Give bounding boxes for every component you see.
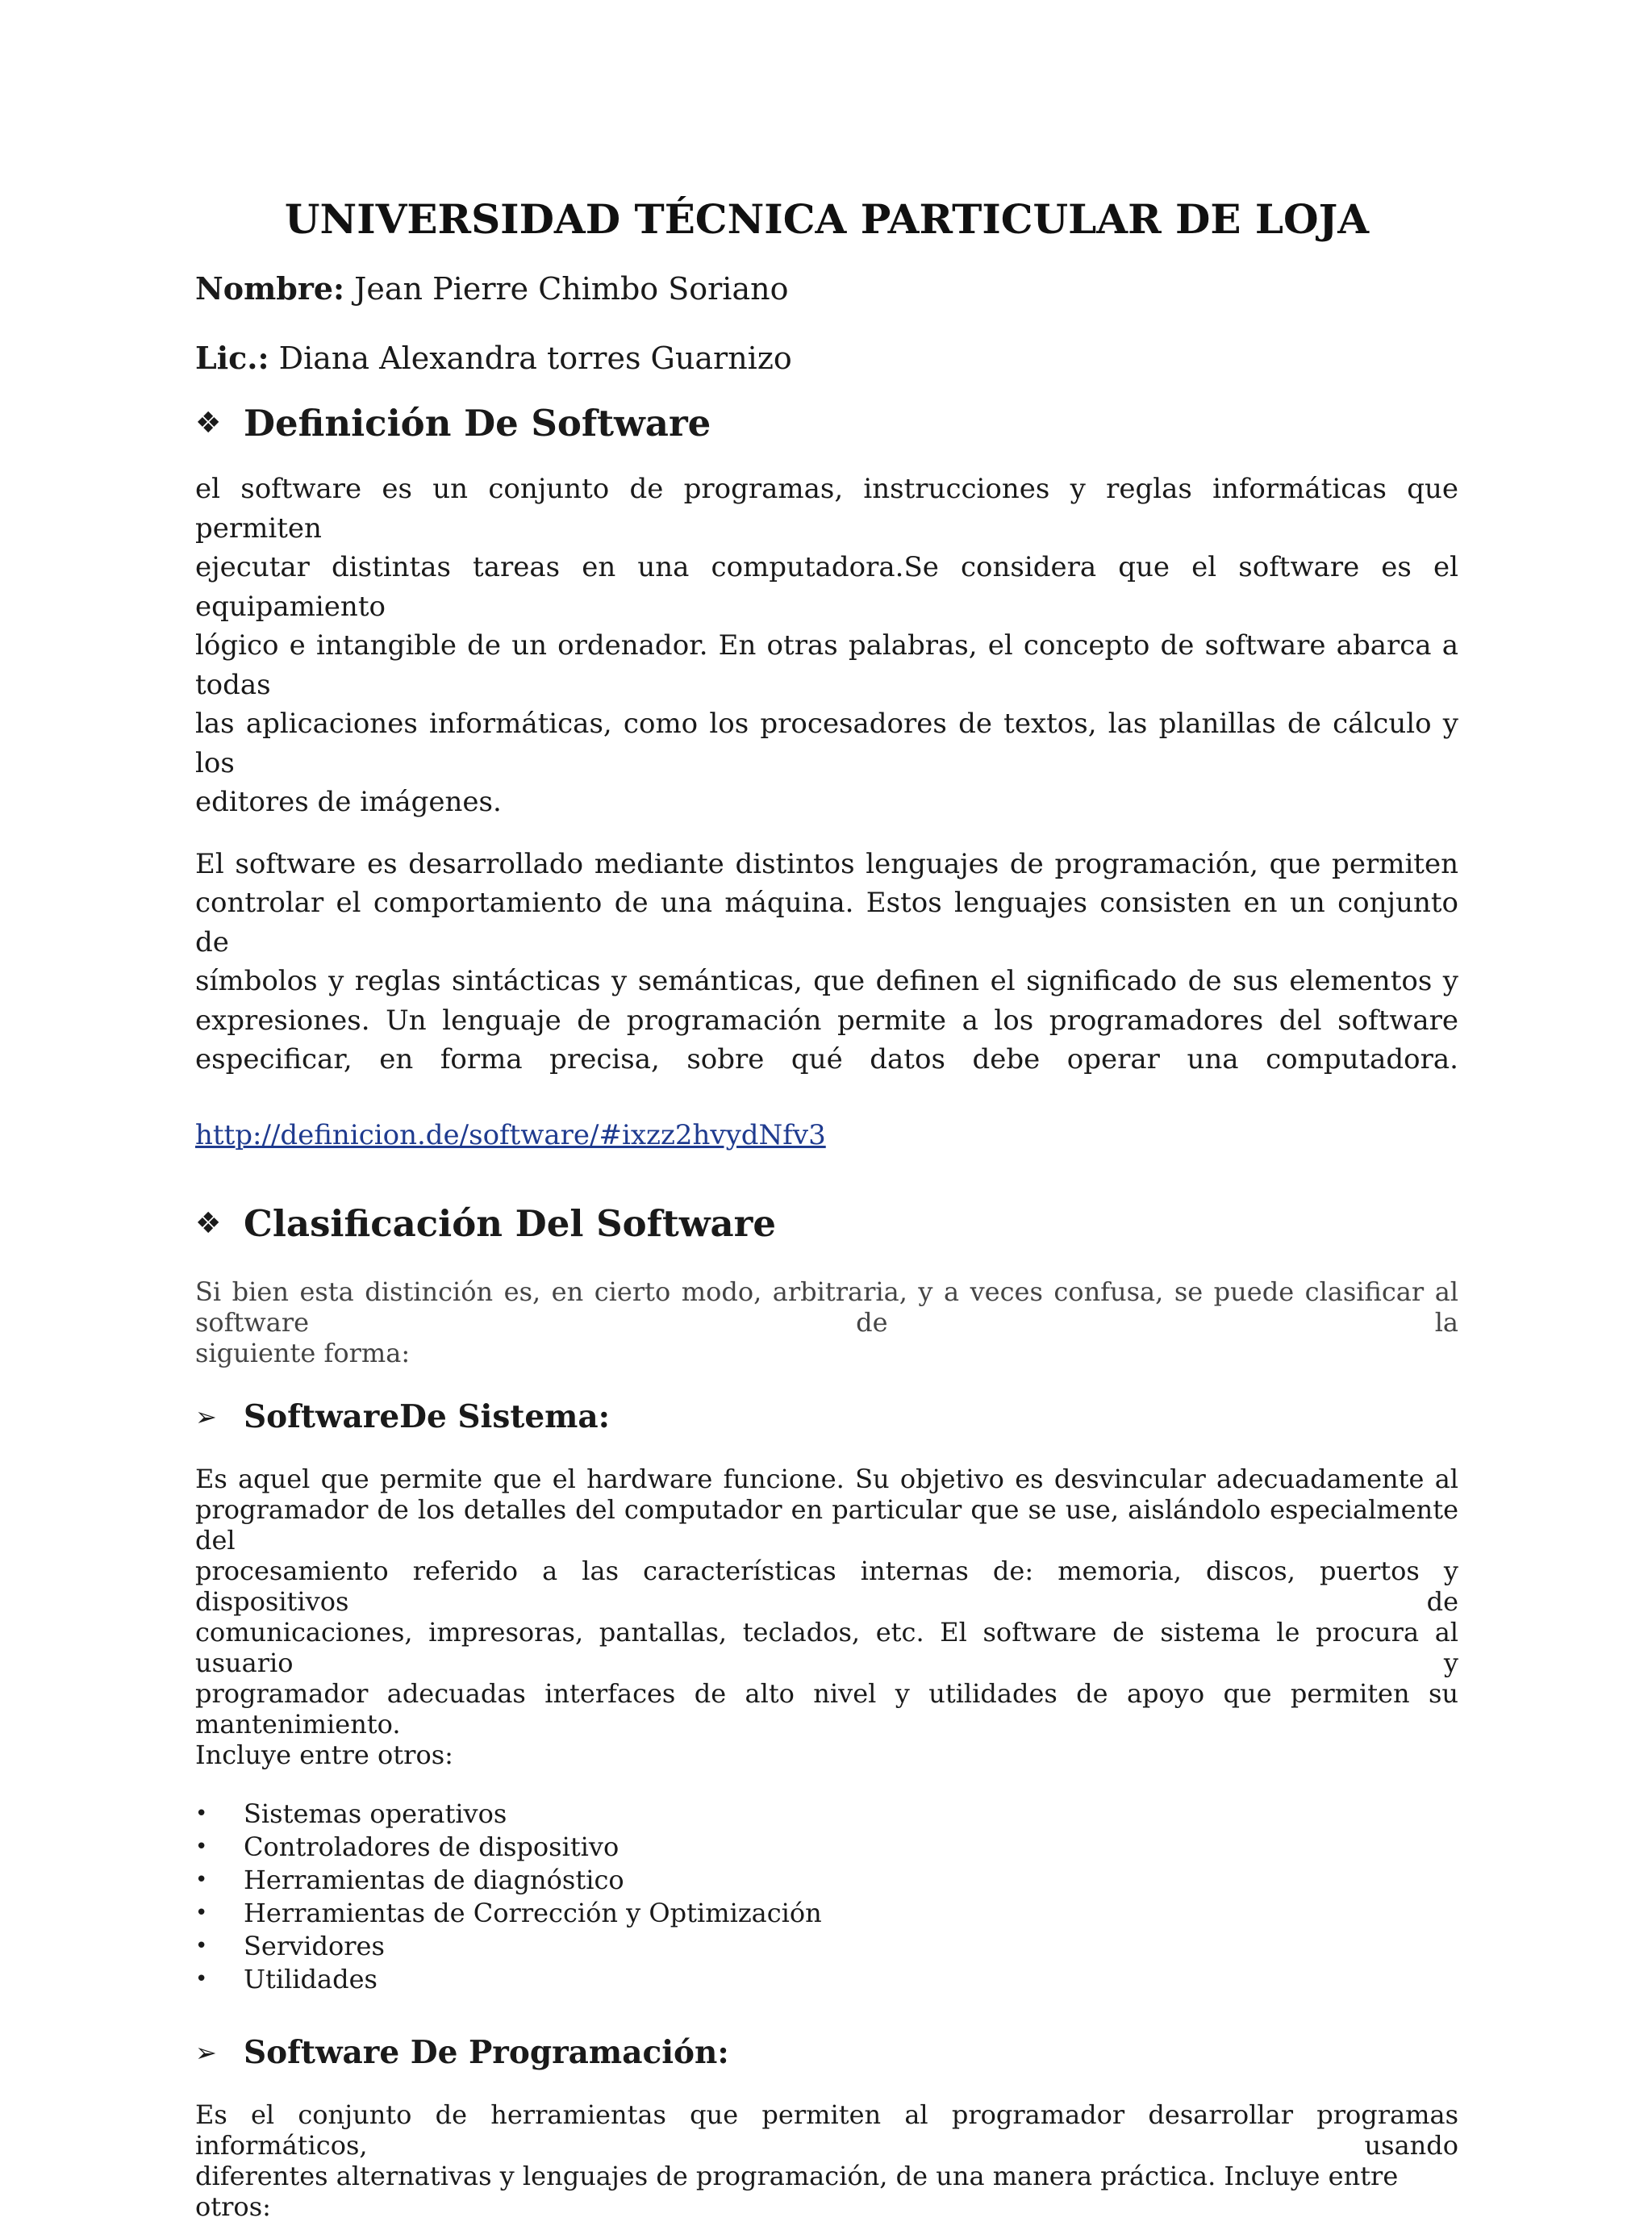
list-item: • Herramientas de Corrección y Optimización [195,1897,822,1928]
definicion-paragraph-2: El software es desarrollado mediante distintos lenguajes de programación, que permiten controlar el comportamiento de una máquina. Estos lenguajes consisten en un conjunto de símbolos y reglas sintácticas y semánticas, que definen el significado de sus elementos y expresiones. Un lenguaje de programación permite a los programadores del software especificar, en forma precisa, sobre qué datos debe operar una computadora. [195,847,1458,1075]
programacion-paragraph: Es el conjunto de herramientas que permiten al programador desarrollar programas informáticos, usando diferentes alternativas y lenguajes de programación, de una manera práctica. Incluye entre otros: [195,2099,1458,2222]
instructor-line [195,336,1458,381]
instructor-name: Diana Alexandra torres Guarnizo [269,340,792,376]
clasificacion-intro: Si bien esta distinción es, en cierto modo, arbitraria, y a veces confusa, se puede clasificar al software de la siguiente forma: [195,1276,1458,1368]
list-item: • Servidores [195,1930,385,1961]
diamond-bullet-icon: ❖ [195,407,222,440]
bullet-icon: • [195,1801,208,1826]
list-item: • Sistemas operativos [195,1798,507,1829]
source-link-row [195,1115,1458,1155]
name-label: Nombre: [195,270,345,307]
bullet-icon: • [195,1966,208,1991]
subsection-heading-sistema [195,1393,1458,1441]
list-item: • Utilidades [195,1963,378,1994]
student-name: Jean Pierre Chimbo Soriano [344,271,789,307]
arrow-bullet-icon: ➢ [195,1401,217,1432]
subsection-heading-programacion [195,2028,1458,2077]
definicion-paragraph-1: el software es un conjunto de programas, instrucciones y reglas informáticas que permiten ejecutar distintas tareas en una computadora.Se considera que el software es el equipamiento lógico e intangible de un ordenador. En otras palabras, el concepto de software abarca a todas las aplicaciones informáticas, como los procesadores de textos, las planillas de cálculo y los editores de imágenes. [195,473,1458,818]
document-page [195,187,1458,2222]
lic-label: Lic.: [195,340,269,376]
subsection-title: SoftwareDe Sistema: [244,1397,611,1435]
list-item: • Controladores de dispositivo [195,1831,620,1862]
document-title: UNIVERSIDAD TÉCNICA PARTICULAR DE LOJA [284,195,1370,243]
sistema-list [195,1798,1458,1996]
bullet-icon: • [195,1867,208,1892]
source-link[interactable]: http://definicion.de/software/#ixzz2hvydNfv3 [195,1118,826,1151]
diamond-bullet-icon: ❖ [195,1206,222,1240]
bullet-icon: • [195,1834,208,1859]
section-title: Definición De Software [244,402,711,445]
subsection-title: Software De Programación: [244,2033,729,2071]
bullet-icon: • [195,1900,208,1925]
sistema-paragraph: Es aquel que permite que el hardware funcione. Su objetivo es desvincular adecuadamente al programador de los detalles del computador en particular que se use, aislándolo especialmente del procesamiento referido a las características internas de: memoria, discos, puertos y dispositivos de comunicaciones, impresoras, pantallas, teclados, etc. El software de sistema le procura al usuario y programador adecuadas interfaces de alto nivel y utilidades de apoyo que permiten su mantenimiento. Incluye entre otros: [195,1463,1458,1770]
list-item: • Herramientas de diagnóstico [195,1864,624,1895]
section-heading-definicion [195,395,1458,452]
student-name-line [195,266,1458,311]
arrow-bullet-icon: ➢ [195,2036,217,2068]
bullet-icon: • [195,1933,208,1958]
section-title: Clasificación Del Software [244,1201,776,1245]
section-heading-clasificacion [195,1196,1458,1252]
